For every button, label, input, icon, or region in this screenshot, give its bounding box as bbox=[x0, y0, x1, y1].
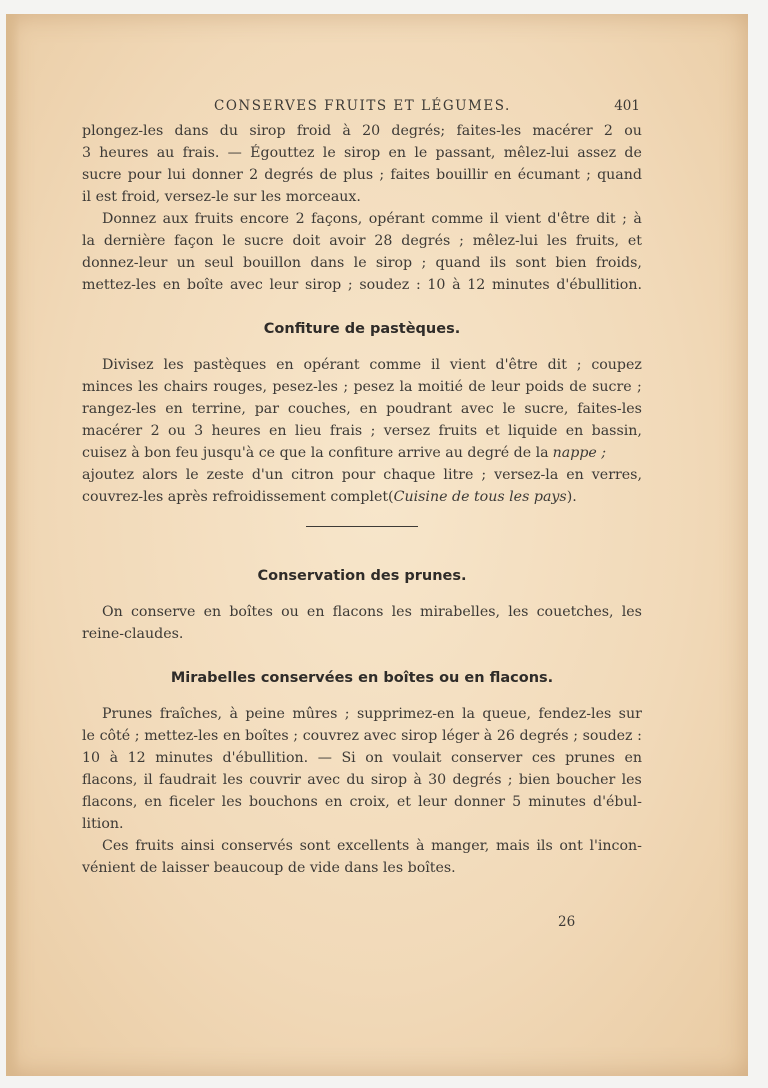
line-text: macérer 2 ou 3 heures en lieu frais ; versez fruits et liquide en bassin, bbox=[82, 423, 642, 439]
section-heading-conservation: Conservation des prunes. bbox=[257, 568, 467, 584]
line-text: il est froid, versez-le sur les morceaux. bbox=[82, 189, 361, 205]
line-text: 10 à 12 minutes d'ébullition. — Si on voulait conserver ces prunes en bbox=[82, 750, 642, 766]
text-line bbox=[82, 442, 642, 464]
section-heading-mirabelles: Mirabelles conservées en boîtes ou en flacons. bbox=[170, 670, 554, 686]
running-title: CONSERVES FRUITS ET LÉGUMES. bbox=[214, 98, 511, 114]
text-line bbox=[82, 857, 642, 879]
paragraph-2 bbox=[82, 208, 642, 296]
paragraph-4 bbox=[82, 601, 642, 645]
line-text: flacons, en ficeler les bouchons en croix, et leur donner 5 minutes d'ébul- bbox=[82, 794, 642, 810]
text-line bbox=[82, 623, 642, 645]
text-line bbox=[82, 208, 642, 230]
paragraph-6 bbox=[82, 835, 642, 879]
text-line bbox=[82, 835, 642, 857]
text-line bbox=[82, 142, 642, 164]
line-text: sucre pour lui donner 2 degrés de plus ; faites bouillir en écumant ; quand bbox=[82, 167, 642, 183]
line-text: Donnez aux fruits encore 2 façons, opérant comme il vient d'être dit ; à bbox=[102, 211, 642, 227]
text-line bbox=[82, 354, 642, 376]
text-line bbox=[82, 230, 642, 252]
page-gutter-shadow bbox=[6, 14, 20, 1076]
text-line bbox=[82, 486, 642, 508]
text-line bbox=[82, 769, 642, 791]
line-text: reine-claudes. bbox=[82, 626, 184, 642]
text-line bbox=[82, 274, 642, 296]
text-line bbox=[82, 703, 642, 725]
line-text: On conserve en boîtes ou en flacons les mirabelles, les couetches, les bbox=[102, 604, 642, 620]
line-text: cuisez à bon feu jusqu'à ce que la confiture arrive au degré de la bbox=[82, 445, 549, 461]
page-text-block bbox=[82, 96, 642, 879]
line-text: minces les chairs rouges, pesez-les ; pesez la moitié de leur poids de sucre ; bbox=[82, 379, 642, 395]
text-line bbox=[82, 376, 642, 398]
line-text: lition. bbox=[82, 816, 124, 832]
text-line bbox=[82, 601, 642, 623]
line-text: couvrez-les après refroidissement complet bbox=[82, 489, 389, 505]
line-text: Ces fruits ainsi conservés sont excellents à manger, mais ils ont l'incon- bbox=[102, 838, 642, 854]
text-line bbox=[82, 252, 642, 274]
text-line bbox=[82, 186, 642, 208]
paragraph-1 bbox=[82, 120, 642, 208]
text-line bbox=[82, 813, 642, 835]
line-text: Prunes fraîches, à peine mûres ; supprimez-en la queue, fendez-les sur bbox=[102, 706, 642, 722]
paragraph-3 bbox=[82, 354, 642, 508]
line-text: mettez-les en boîte avec leur sirop ; soudez : 10 à 12 minutes d'ébullition. bbox=[82, 277, 642, 293]
text-line bbox=[82, 120, 642, 142]
page-number: 401 bbox=[614, 98, 640, 114]
text-line bbox=[82, 725, 642, 747]
running-header bbox=[82, 96, 642, 118]
line-text: flacons, il faudrait les couvrir avec du sirop à 30 degrés ; bien boucher les bbox=[82, 772, 642, 788]
line-text: Divisez les pastèques en opérant comme il vient d'être dit ; coupez bbox=[102, 357, 642, 373]
section-heading-confiture: Confiture de pastèques. bbox=[263, 321, 461, 337]
text-line bbox=[82, 420, 642, 442]
paren-open: ( bbox=[388, 489, 394, 505]
line-text: la dernière façon le sucre doit avoir 28 degrés ; mêlez-lui les fruits, et bbox=[82, 233, 642, 249]
text-line bbox=[82, 164, 642, 186]
line-text: donnez-leur un seul bouillon dans le sirop ; quand ils sont bien froids, bbox=[82, 255, 642, 271]
signature-mark: 26 bbox=[558, 914, 576, 930]
line-text: rangez-les en terrine, par couches, en poudrant avec le sucre, faites-les bbox=[82, 401, 642, 417]
italic-source-citation: Cuisine de tous les pays bbox=[393, 489, 567, 505]
line-text: plongez-les dans du sirop froid à 20 degrés; faites-les macérer 2 ou bbox=[82, 123, 642, 139]
line-text: 3 heures au frais. — Égouttez le sirop en le passant, mêlez-lui assez de bbox=[82, 145, 642, 161]
paragraph-5 bbox=[82, 703, 642, 835]
paren-close: ). bbox=[566, 489, 577, 505]
text-line bbox=[82, 398, 642, 420]
line-text: ajoutez alors le zeste d'un citron pour chaque litre ; versez-la en verres, bbox=[82, 467, 642, 483]
italic-term: nappe ; bbox=[552, 445, 607, 461]
line-text: vénient de laisser beaucoup de vide dans les boîtes. bbox=[82, 860, 456, 876]
text-line bbox=[82, 464, 642, 486]
text-line bbox=[82, 747, 642, 769]
text-line bbox=[82, 791, 642, 813]
line-text: le côté ; mettez-les en boîtes ; couvrez avec sirop léger à 26 degrés ; soudez : bbox=[82, 728, 642, 744]
